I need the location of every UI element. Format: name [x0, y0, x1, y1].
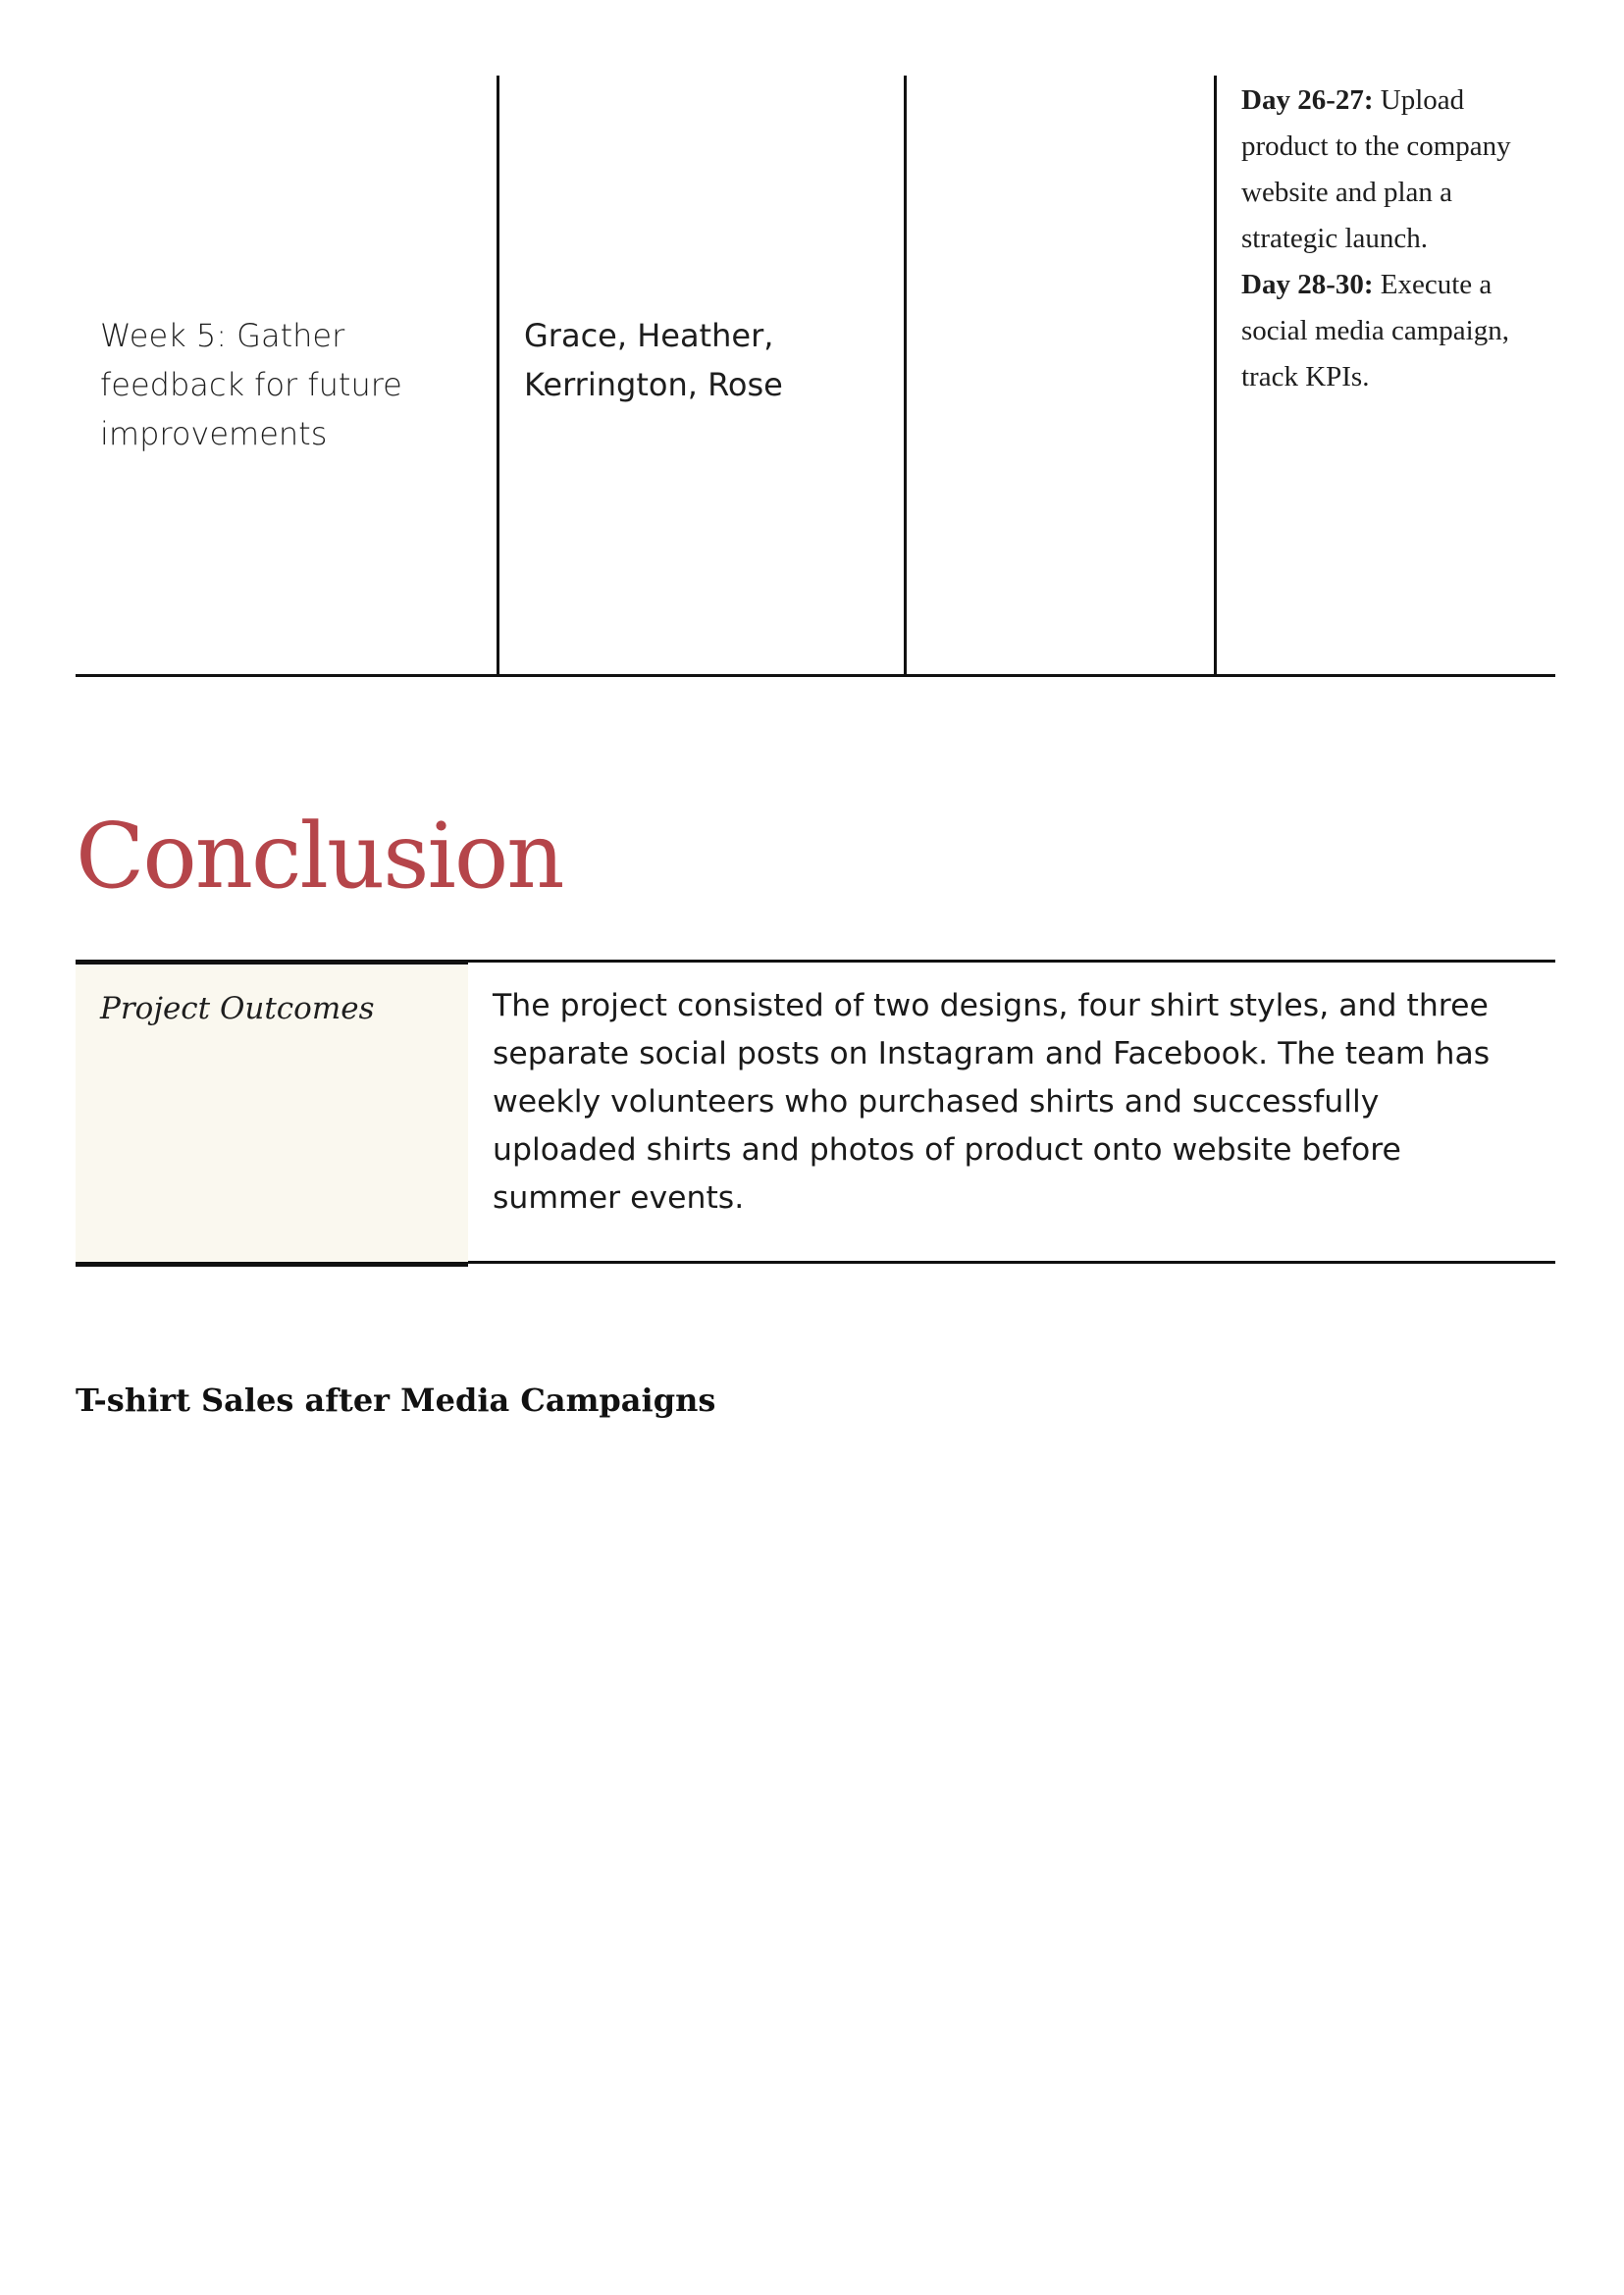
- plan-schedule-cell: [1214, 76, 1555, 674]
- plan-notes-cell: [904, 76, 1216, 674]
- schedule-desc: Upload product to the company website and plan a strategic launch.: [1241, 84, 1511, 254]
- plan-people-text: Grace, Heather, Kerrington, Rose: [524, 317, 783, 403]
- project-outcomes-table: [76, 960, 1555, 1264]
- outcomes-label-cell: [76, 960, 468, 1267]
- plan-task-cell: [76, 76, 498, 674]
- project-plan-table: [76, 76, 1555, 677]
- chart-caption: T-shirt Sales after Media Campaigns: [76, 1382, 716, 1419]
- schedule-day: Day 28-30:: [1241, 269, 1374, 300]
- section-heading-conclusion: Conclusion: [76, 804, 563, 909]
- plan-schedule-text: [1241, 78, 1555, 400]
- outcomes-text: The project consisted of two designs, four shirt styles, and three separate social posts on Instagram and Facebook. The team has weekly volunteers who purchased shirts and successfully uploaded shirts and photos of product onto website before summer events.: [493, 988, 1491, 1216]
- schedule-entry: [1241, 269, 1509, 392]
- plan-task-text: Week 5: Gather feedback for future improvements: [100, 317, 402, 452]
- plan-people-cell: [497, 76, 906, 674]
- schedule-day: Day 26-27:: [1241, 84, 1374, 116]
- schedule-desc: Execute a social media campaign, track KPIs.: [1241, 269, 1509, 392]
- outcomes-label: Project Outcomes: [100, 991, 375, 1026]
- schedule-entry: [1241, 84, 1511, 254]
